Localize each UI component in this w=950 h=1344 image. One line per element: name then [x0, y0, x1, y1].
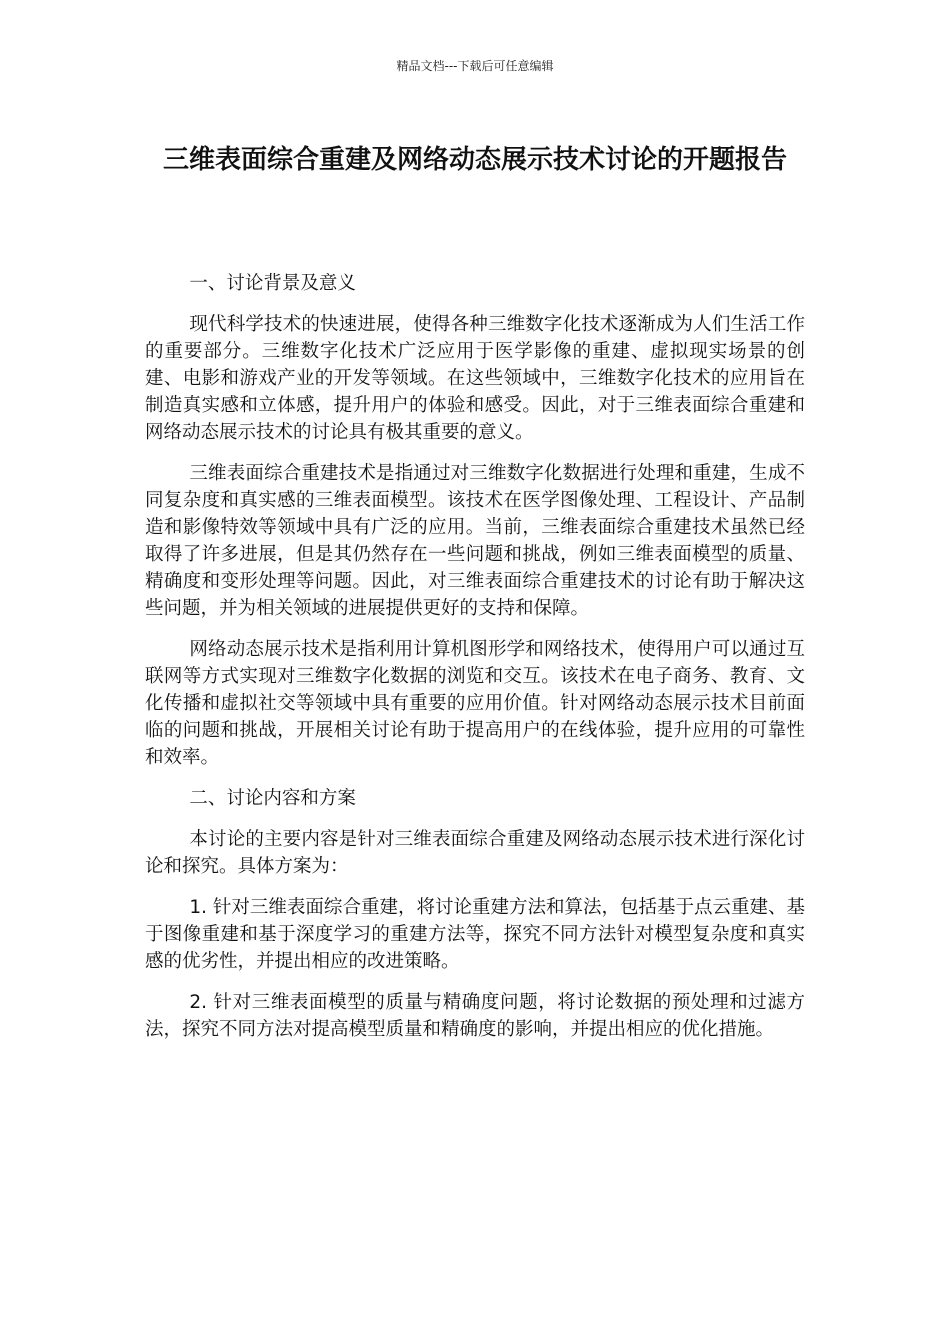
header-note: 精品文档---下载后可任意编辑: [396, 59, 554, 73]
document-body: [145, 270, 805, 1057]
section-background: [145, 270, 805, 771]
paragraph: 网络动态展示技术是指利用计算机图形学和网络技术，使得用户可以通过互联网等方式实现对三维数字化数据的浏览和交互。该技术在电子商务、教育、文化传播和虚拟社交等领域中具有重要的应用价值。针对网络动态展示技术目前面临的问题和挑战，开展相关讨论有助于提高用户的在线体验，提升应用的可靠性和效率。: [145, 639, 805, 768]
paragraph: 本讨论的主要内容是针对三维表面综合重建及网络动态展示技术进行深化讨论和探究。具体方案为：: [145, 829, 805, 877]
section-heading: 二、讨论内容和方案: [189, 788, 356, 809]
list-item: 1. 针对三维表面综合重建，将讨论重建方法和算法，包括基于点云重建、基于图像重建和基于深度学习的重建方法等，探究不同方法针对模型复杂度和真实感的优劣性，并提出相应的改进策略。: [145, 897, 805, 972]
section-content-plan: [145, 785, 805, 1043]
paragraph: 现代科学技术的快速进展，使得各种三维数字化技术逐渐成为人们生活工作的重要部分。三维数字化技术广泛应用于医学影像的重建、虚拟现实场景的创建、电影和游戏产业的开发等领域。在这些领域中，三维数字化技术的应用旨在制造真实感和立体感，提升用户的体验和感受。因此，对于三维表面综合重建和网络动态展示技术的讨论具有极其重要的意义。: [145, 314, 805, 443]
document-title: 三维表面综合重建及网络动态展示技术讨论的开题报告: [162, 145, 787, 175]
list-item: 2. 针对三维表面模型的质量与精确度问题，将讨论数据的预处理和过滤方法，探究不同方法对提高模型质量和精确度的影响，并提出相应的优化措施。: [145, 992, 805, 1040]
section-heading: 一、讨论背景及意义: [189, 273, 356, 294]
paragraph: 三维表面综合重建技术是指通过对三维数字化数据进行处理和重建，生成不同复杂度和真实感的三维表面模型。该技术在医学图像处理、工程设计、产品制造和影像特效等领域中具有广泛的应用。当前，三维表面综合重建技术虽然已经取得了许多进展，但是其仍然存在一些问题和挑战，例如三维表面模型的质量、精确度和变形处理等问题。因此，对三维表面综合重建技术的讨论有助于解决这些问题，并为相关领域的进展提供更好的支持和保障。: [145, 463, 805, 619]
